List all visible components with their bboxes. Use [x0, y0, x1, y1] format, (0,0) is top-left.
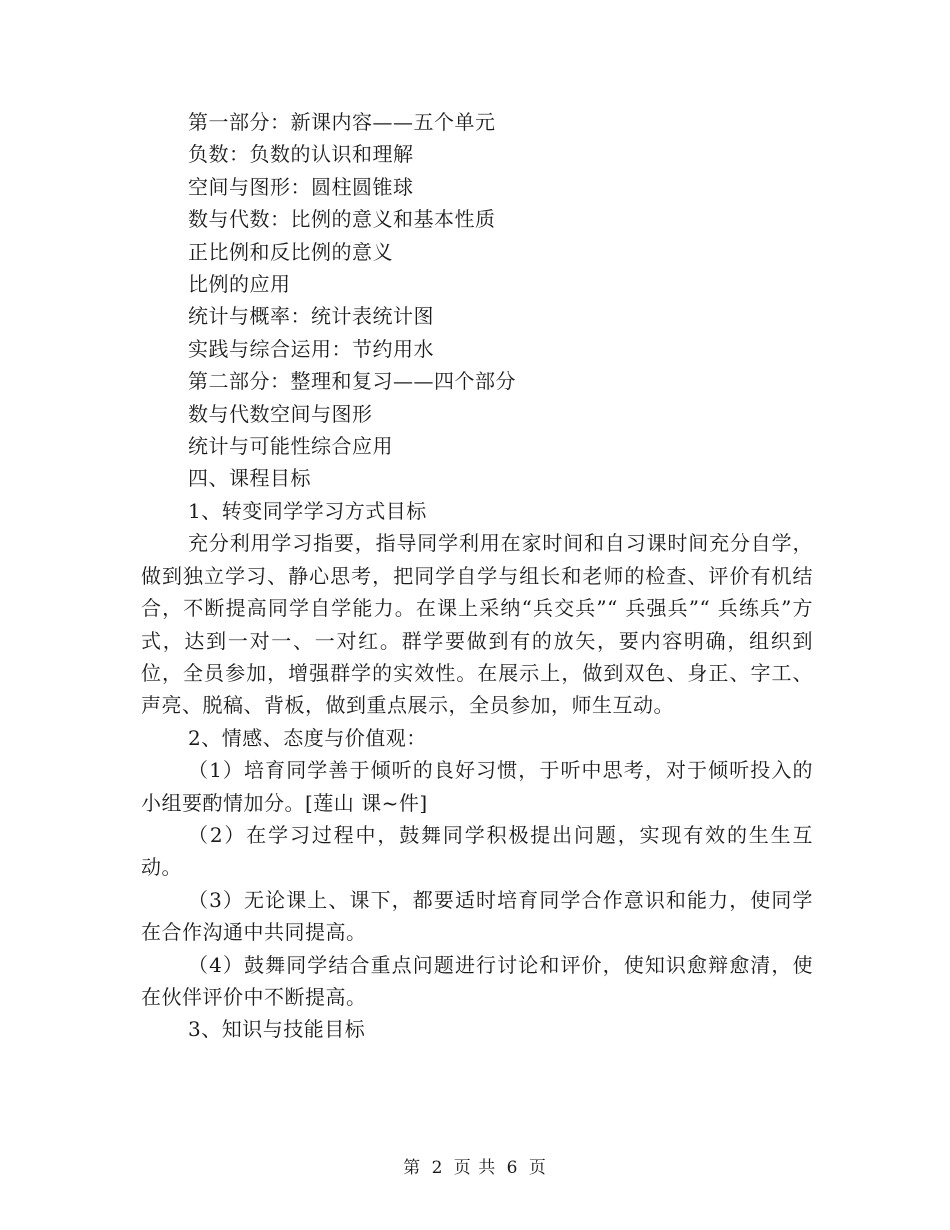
heading-emotion-attitude: 2、情感、态度与价值观：: [188, 725, 427, 750]
page-footer: [0, 1153, 950, 1178]
footer-suffix: 页: [528, 1158, 547, 1178]
paragraph-learning-method: 充分利用学习指要，指导同学利用在家时间和自习课时间充分自学，做到独立学习、静心思考，把同学自学与组长和老师的检查、评价有机结合，不断提高同学自学能力。在课上采纳“兵交兵”“ 兵强兵”“ 兵练兵”方式，达到一对一、一对红。群学要做到有的放矢，要内容明确，组织到位，全员参加，增强群学的实效性。在展示上，做到双色、身正、字工、声亮、脱稿、背板，做到重点展示，全员参加，师生互动。: [141, 531, 813, 718]
section-part-two: 第二部分：整理和复习——四个部分: [188, 369, 516, 394]
review-statistics-application: 统计与可能性综合应用: [188, 434, 393, 459]
unit-proportion-meaning: 正比例和反比例的意义: [188, 239, 393, 264]
unit-space-shapes: 空间与图形：圆柱圆锥球: [188, 174, 414, 199]
unit-practice: 实践与综合运用：节约用水: [188, 336, 434, 361]
heading-course-goals: 四、课程目标: [188, 466, 311, 491]
list-item-3: （3）无论课上、课下，都要适时培育同学合作意识和能力，使同学在合作沟通中共同提高。: [141, 887, 813, 945]
unit-proportion-application: 比例的应用: [188, 272, 291, 297]
list-item-2: （2）在学习过程中，鼓舞同学积极提出问题，实现有效的生生互动。: [141, 822, 813, 880]
list-item-1: （1）培育同学善于倾听的良好习惯，于听中思考，对于倾听投入的小组要酌情加分。[莲山 课~件]: [141, 758, 813, 815]
page-body: [141, 106, 813, 1046]
heading-learning-method: 1、转变同学学习方式目标: [188, 498, 427, 523]
section-part-one: 第一部分：新课内容——五个单元: [188, 110, 496, 134]
unit-statistics: 统计与概率：统计表统计图: [188, 304, 434, 329]
footer-page-number: 2: [431, 1158, 444, 1178]
heading-knowledge-skills: 3、知识与技能目标: [188, 1017, 366, 1042]
unit-number-algebra: 数与代数：比例的意义和基本性质: [188, 207, 496, 232]
footer-total-pages: 6: [506, 1158, 519, 1178]
unit-negative-numbers: 负数：负数的认识和理解: [188, 142, 414, 167]
footer-prefix: 第: [403, 1158, 422, 1178]
list-item-4: （4）鼓舞同学结合重点问题进行讨论和评价，使知识愈辩愈清，使在伙伴评价中不断提高。: [141, 952, 813, 1009]
footer-mid: 页 共: [453, 1158, 497, 1178]
review-number-space: 数与代数空间与图形: [188, 401, 373, 426]
